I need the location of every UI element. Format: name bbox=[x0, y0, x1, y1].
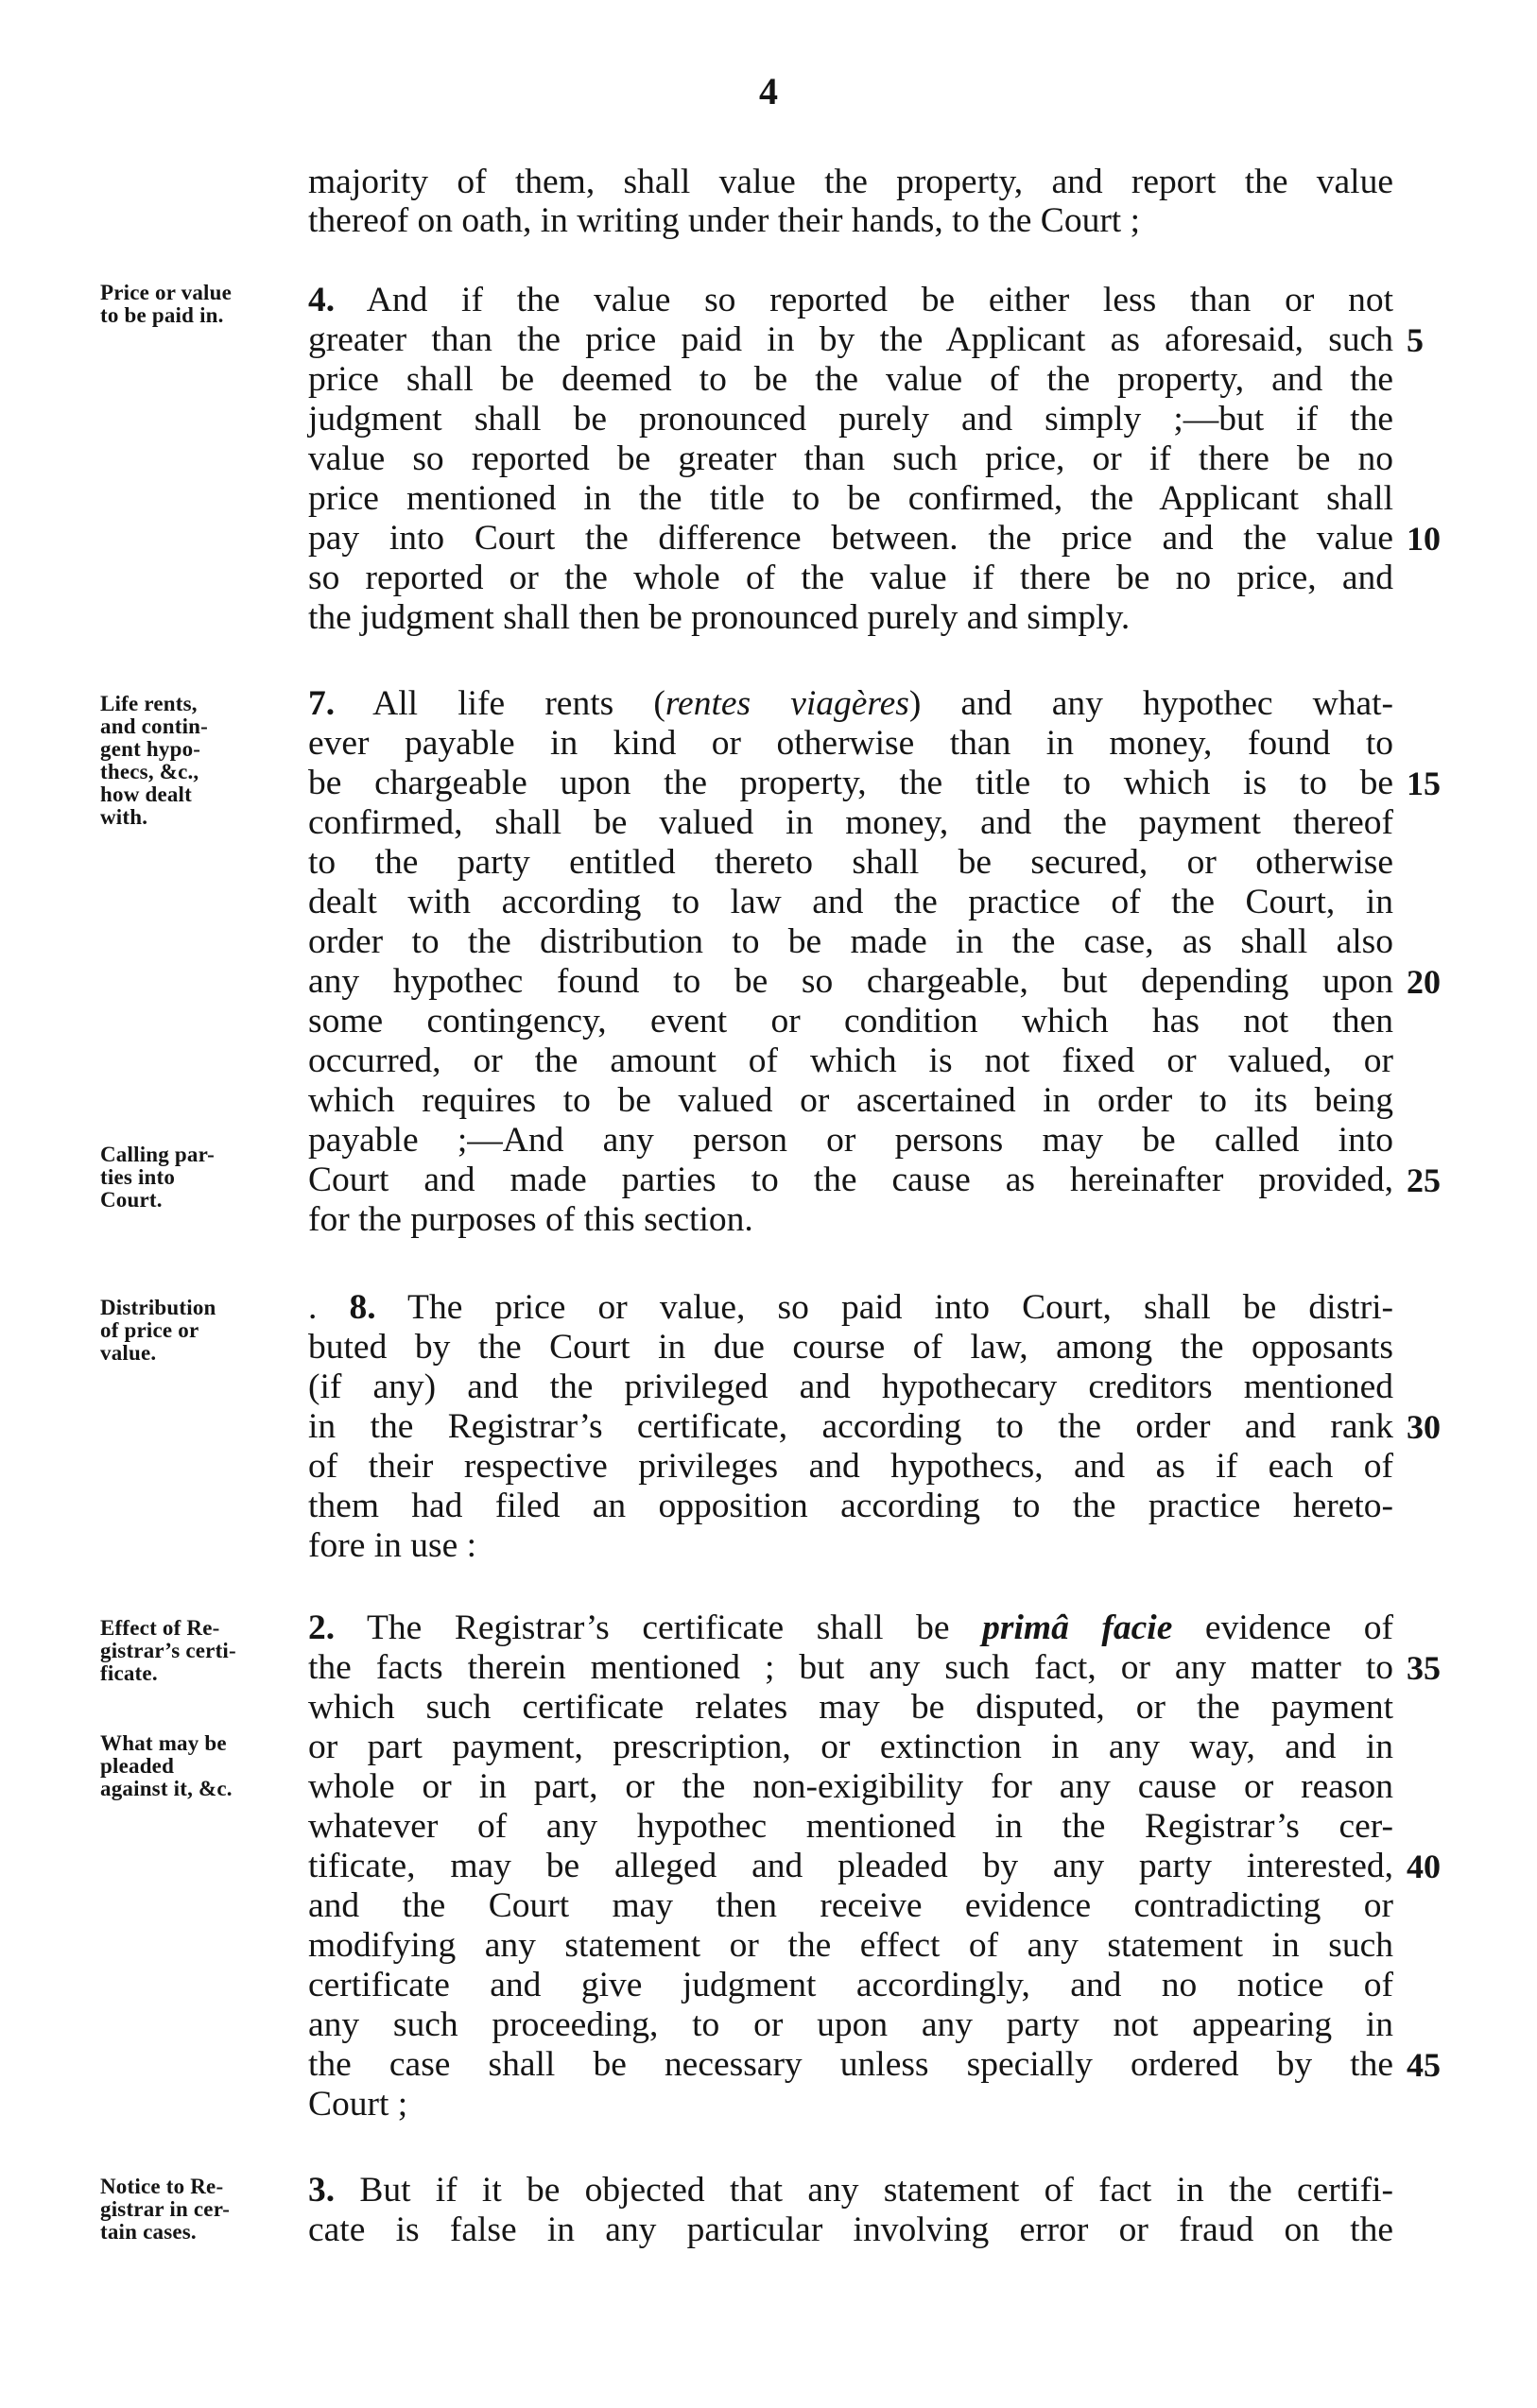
line-number: 45 bbox=[1407, 2046, 1441, 2084]
margin-note-line: Distribution bbox=[100, 1296, 216, 1319]
text-line: any such proceeding, to or upon any party not appearing in bbox=[308, 2005, 1393, 2044]
margin-note-line: tain cases. bbox=[100, 2220, 197, 2244]
margin-note-line: Price or value bbox=[100, 281, 233, 304]
text-line: them had filed an opposition according to the practice hereto- bbox=[308, 1487, 1393, 1525]
text-line: in the Registrar’s certificate, according to the order and rank bbox=[308, 1407, 1393, 1446]
margin-note-line: Effect of Re- bbox=[100, 1616, 220, 1640]
margin-note-line: and contin- bbox=[100, 714, 209, 738]
text-line: whatever of any hypothec mentioned in the Registrar’s cer- bbox=[308, 1807, 1393, 1846]
text-line: judgment shall be pronounced purely and simply ;—but if the bbox=[308, 400, 1393, 439]
text-line: payable ;—And any person or persons may be called into bbox=[308, 1121, 1393, 1160]
text-line: . 8. The price or value, so paid into Court, shall be distri- bbox=[308, 1288, 1393, 1327]
page-number: 4 bbox=[759, 70, 778, 112]
margin-note-line: What may be bbox=[100, 1731, 227, 1755]
margin-note-price-or-value bbox=[100, 282, 299, 327]
text-line: whole or in part, or the non-exigibility for any cause or reason bbox=[308, 1767, 1393, 1806]
line-number: 5 bbox=[1407, 321, 1424, 359]
margin-note-line: Court. bbox=[100, 1188, 163, 1212]
text-line: or part payment, prescription, or extinction in any way, and in bbox=[308, 1728, 1393, 1766]
line-number: 35 bbox=[1407, 1649, 1441, 1687]
text-line: majority of them, shall value the property, and report the value bbox=[308, 163, 1393, 201]
text-line: order to the distribution to be made in the case, as shall also bbox=[308, 922, 1393, 961]
margin-note-line: ficate. bbox=[100, 1661, 158, 1685]
text-line: to the party entitled thereto shall be secured, or otherwise bbox=[308, 843, 1393, 882]
text-line: any hypothec found to be so chargeable, but depending upon bbox=[308, 962, 1393, 1001]
margin-note-line: gistrar’s certi- bbox=[100, 1639, 236, 1662]
text-line: occurred, or the amount of which is not fixed or valued, or bbox=[308, 1041, 1393, 1080]
line-number: 20 bbox=[1407, 963, 1441, 1001]
text-line: tificate, may be alleged and pleaded by any party interested, bbox=[308, 1847, 1393, 1885]
margin-note-line: value. bbox=[100, 1341, 157, 1365]
text-line: certificate and give judgment accordingly, and no notice of bbox=[308, 1966, 1393, 2004]
text-line: Court ; bbox=[308, 2085, 408, 2124]
margin-note-line: to be paid in. bbox=[100, 303, 224, 327]
text-line: 7. All life rents (rentes viagères) and any hypothec what- bbox=[308, 684, 1393, 723]
text-line: cate is false in any particular involving error or fraud on the bbox=[308, 2210, 1393, 2249]
text-line: dealt with according to law and the practice of the Court, in bbox=[308, 883, 1393, 921]
margin-note-line: pleaded bbox=[100, 1754, 175, 1778]
margin-note-line: Life rents, bbox=[100, 692, 198, 715]
text-line: so reported or the whole of the value if there be no price, and bbox=[308, 559, 1393, 597]
text-line: ever payable in kind or otherwise than in money, found to bbox=[308, 724, 1393, 763]
text-line: 2. The Registrar’s certificate shall be primâ facie evidence of bbox=[308, 1608, 1393, 1647]
text-line: which requires to be valued or ascertained in order to its being bbox=[308, 1081, 1393, 1120]
margin-note-line: thecs, &c., bbox=[100, 760, 199, 783]
text-line: Court and made parties to the cause as hereinafter provided, bbox=[308, 1161, 1393, 1199]
margin-note-distribution bbox=[100, 1297, 299, 1365]
line-number: 10 bbox=[1407, 520, 1441, 558]
margin-note-line: gent hypo- bbox=[100, 737, 201, 761]
text-line: pay into Court the difference between. the price and the value bbox=[308, 519, 1393, 558]
text-line: fore in use : bbox=[308, 1526, 477, 1565]
margin-note-line: Calling par- bbox=[100, 1143, 216, 1166]
text-line: be chargeable upon the property, the title to which is to be bbox=[308, 764, 1393, 802]
margin-note-calling-parties bbox=[100, 1144, 299, 1212]
margin-note-effect-of-certificate bbox=[100, 1617, 299, 1685]
margin-note-notice-to-registrar bbox=[100, 2176, 299, 2244]
text-line: confirmed, shall be valued in money, and the payment thereof bbox=[308, 803, 1393, 842]
text-line: price mentioned in the title to be confirmed, the Applicant shall bbox=[308, 479, 1393, 518]
text-line: thereof on oath, in writing under their hands, to the Court ; bbox=[308, 201, 1141, 240]
line-number: 30 bbox=[1407, 1408, 1441, 1446]
line-number: 15 bbox=[1407, 765, 1441, 802]
margin-note-line: of price or bbox=[100, 1318, 199, 1342]
margin-note-line: Notice to Re- bbox=[100, 2175, 224, 2198]
text-line: buted by the Court in due course of law, among the opposants bbox=[308, 1328, 1393, 1367]
margin-note-line: ties into bbox=[100, 1165, 176, 1189]
text-line: of their respective privileges and hypothecs, and as if each of bbox=[308, 1447, 1393, 1486]
text-line: greater than the price paid in by the Applicant as aforesaid, such bbox=[308, 320, 1393, 359]
text-line: and the Court may then receive evidence contradicting or bbox=[308, 1886, 1393, 1925]
text-line: the judgment shall then be pronounced purely and simply. bbox=[308, 598, 1131, 637]
text-line: the case shall be necessary unless specially ordered by the bbox=[308, 2045, 1393, 2084]
text-line: 3. But if it be objected that any statement of fact in the certifi- bbox=[308, 2171, 1393, 2210]
text-line: some contingency, event or condition which has not then bbox=[308, 1002, 1393, 1041]
text-line: which such certificate relates may be disputed, or the payment bbox=[308, 1688, 1393, 1727]
margin-note-line: gistrar in cer- bbox=[100, 2197, 231, 2221]
line-number: 40 bbox=[1407, 1848, 1441, 1885]
text-line: price shall be deemed to be the value of the property, and the bbox=[308, 360, 1393, 399]
margin-note-what-may-be-pleaded bbox=[100, 1732, 299, 1800]
margin-note-line: against it, &c. bbox=[100, 1777, 233, 1800]
margin-note-life-rents bbox=[100, 693, 299, 829]
margin-note-line: how dealt bbox=[100, 783, 193, 806]
margin-note-line: with. bbox=[100, 805, 148, 829]
text-line: the facts therein mentioned ; but any such fact, or any matter to bbox=[308, 1648, 1393, 1687]
text-line: (if any) and the privileged and hypothecary creditors mentioned bbox=[308, 1367, 1393, 1406]
text-line: 4. And if the value so reported be either less than or not bbox=[308, 281, 1393, 319]
text-line: for the purposes of this section. bbox=[308, 1200, 753, 1239]
line-number: 25 bbox=[1407, 1161, 1441, 1199]
text-line: modifying any statement or the effect of any statement in such bbox=[308, 1926, 1393, 1965]
text-line: value so reported be greater than such price, or if there be no bbox=[308, 439, 1393, 478]
